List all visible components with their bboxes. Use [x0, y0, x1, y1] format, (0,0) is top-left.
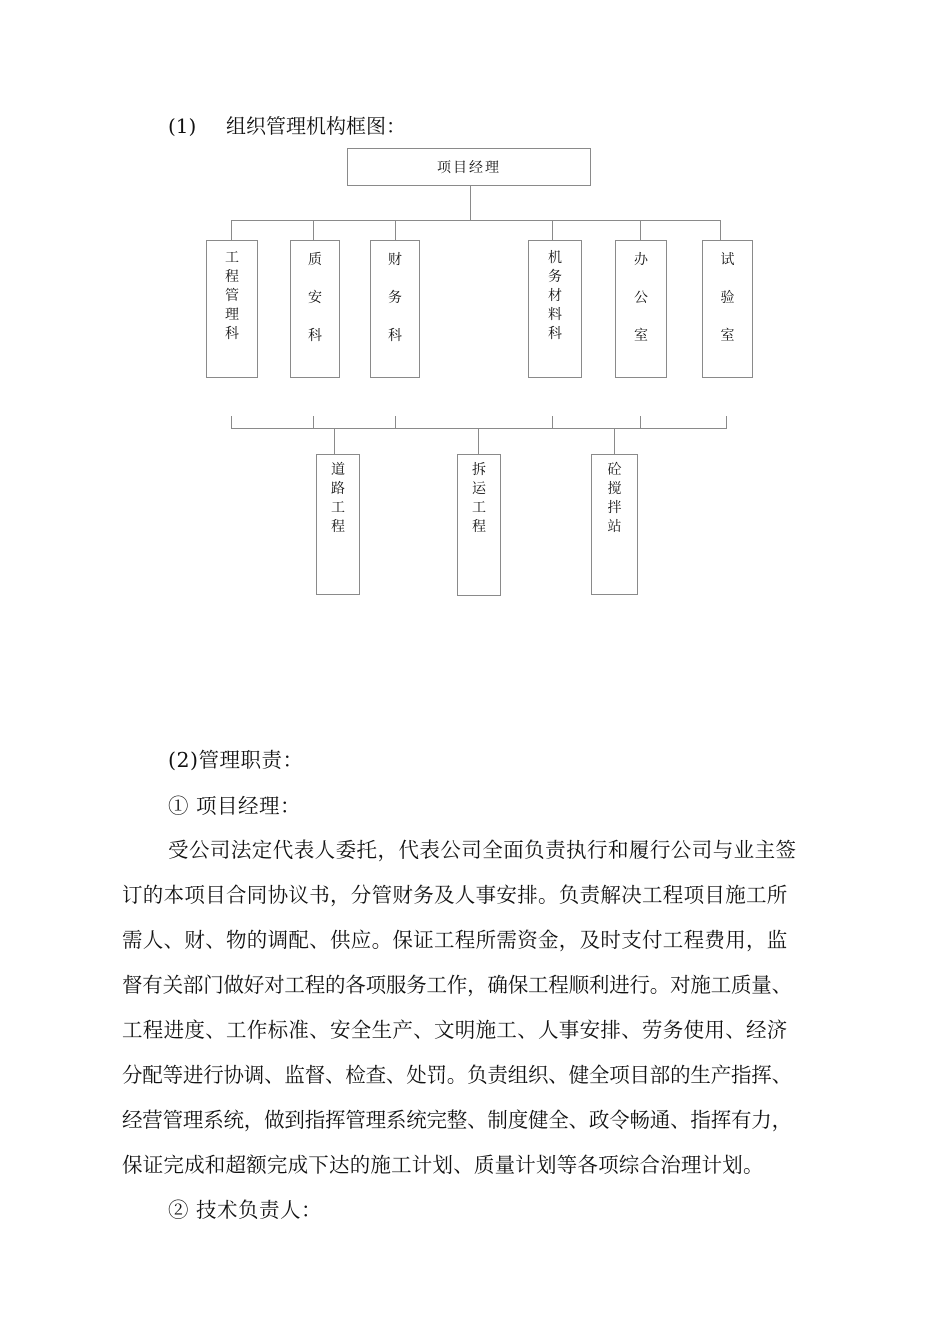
org-box-laboratory — [702, 240, 753, 378]
org-char: 道 — [331, 462, 345, 478]
org-char: 质 — [308, 252, 322, 268]
connector-drop-4 — [552, 220, 553, 240]
connector-drop-road — [334, 428, 335, 454]
connector-drop-2 — [313, 220, 314, 240]
connector-drop-3 — [395, 220, 396, 240]
org-char: 室 — [634, 328, 648, 344]
section-2-heading: (2)管理职责： — [168, 748, 304, 772]
org-char: 程 — [472, 519, 486, 535]
org-char: 料 — [548, 307, 562, 323]
connector-drop-concrete — [614, 428, 615, 454]
paragraph-line: 订的本项目合同协议书，分管财务及人事安排。负责解决工程项目施工所 — [122, 883, 788, 907]
org-box-engineering-management — [206, 240, 258, 378]
connector-drop-demolition — [478, 428, 479, 454]
paragraph-line: 督有关部门做好对工程的各项服务工作，确保工程顺利进行。对施工质量、 — [122, 973, 792, 997]
paragraph-line: 经营管理系统，做到指挥管理系统完整、制度健全、政令畅通、指挥有力， — [122, 1108, 792, 1132]
connector-bus-2-tick-3 — [395, 416, 396, 428]
connector-drop-5 — [640, 220, 641, 240]
org-box-office — [615, 240, 667, 378]
org-char: 理 — [225, 307, 239, 323]
org-char: 务 — [388, 290, 402, 306]
subsection-1-heading: ① 项目经理： — [168, 794, 302, 818]
org-char: 科 — [225, 326, 239, 342]
connector-bus-2-tick-1 — [231, 416, 232, 428]
org-char: 公 — [634, 290, 648, 306]
connector-level2-bus — [231, 220, 721, 221]
org-char: 工 — [331, 500, 345, 516]
org-char: 材 — [548, 288, 562, 304]
connector-top-vertical — [470, 186, 471, 221]
org-char: 运 — [472, 481, 486, 497]
subsection-2-heading: ② 技术负责人： — [168, 1198, 323, 1222]
org-box-project-manager-label: 项目经理 — [437, 160, 501, 176]
org-char: 搅 — [607, 481, 622, 497]
section-1-title: 组织管理机构框图： — [226, 114, 406, 138]
org-char: 管 — [225, 288, 239, 304]
paragraph-line: 保证完成和超额完成下达的施工计划、质量计划等各项综合治理计划。 — [122, 1153, 764, 1177]
org-box-machinery-materials — [528, 240, 582, 378]
connector-bus-2-tick-6 — [726, 416, 727, 428]
connector-bus-2-tick-5 — [640, 416, 641, 428]
org-char: 拆 — [472, 462, 486, 478]
org-char: 务 — [548, 269, 562, 285]
org-char: 机 — [548, 250, 562, 266]
paragraph-line: 受公司法定代表人委托，代表公司全面负责执行和履行公司与业主签 — [168, 838, 797, 862]
org-char: 安 — [308, 290, 322, 306]
org-char: 科 — [308, 328, 322, 344]
connector-level3-bus — [231, 428, 727, 429]
connector-drop-6 — [720, 220, 721, 240]
org-box-quality-safety — [290, 240, 340, 378]
org-char: 站 — [607, 519, 622, 535]
org-char: 程 — [225, 269, 239, 285]
org-char: 砼 — [607, 462, 622, 478]
org-box-finance — [370, 240, 420, 378]
section-1-heading — [168, 110, 406, 139]
org-box-demolition-transport — [457, 454, 501, 596]
org-char: 工 — [472, 500, 486, 516]
org-char: 工 — [225, 250, 239, 266]
org-char: 科 — [388, 328, 402, 344]
org-char: 程 — [331, 519, 345, 535]
org-char: 科 — [548, 326, 562, 342]
org-char: 拌 — [607, 500, 622, 516]
paragraph-line: 分配等进行协调、监督、检查、处罚。负责组织、健全项目部的生产指挥、 — [122, 1063, 792, 1087]
org-char: 验 — [720, 290, 735, 306]
org-char: 室 — [720, 328, 735, 344]
paragraph-line: 需人、财、物的调配、供应。保证工程所需资金，及时支付工程费用，监 — [122, 928, 788, 952]
org-box-concrete-mixing-station — [591, 454, 638, 595]
org-char: 试 — [720, 252, 735, 268]
connector-bus-2-tick-2 — [313, 416, 314, 428]
connector-drop-1 — [231, 220, 232, 240]
org-char: 路 — [331, 481, 345, 497]
org-box-road-engineering — [316, 454, 360, 595]
paragraph-line: 工程进度、工作标准、安全生产、文明施工、人事安排、劳务使用、经济 — [122, 1018, 788, 1042]
connector-bus-2-tick-4 — [552, 416, 553, 428]
section-1-number: (1) — [168, 114, 197, 138]
org-char: 财 — [388, 252, 402, 268]
org-box-project-manager — [347, 148, 591, 186]
org-char: 办 — [634, 252, 648, 268]
